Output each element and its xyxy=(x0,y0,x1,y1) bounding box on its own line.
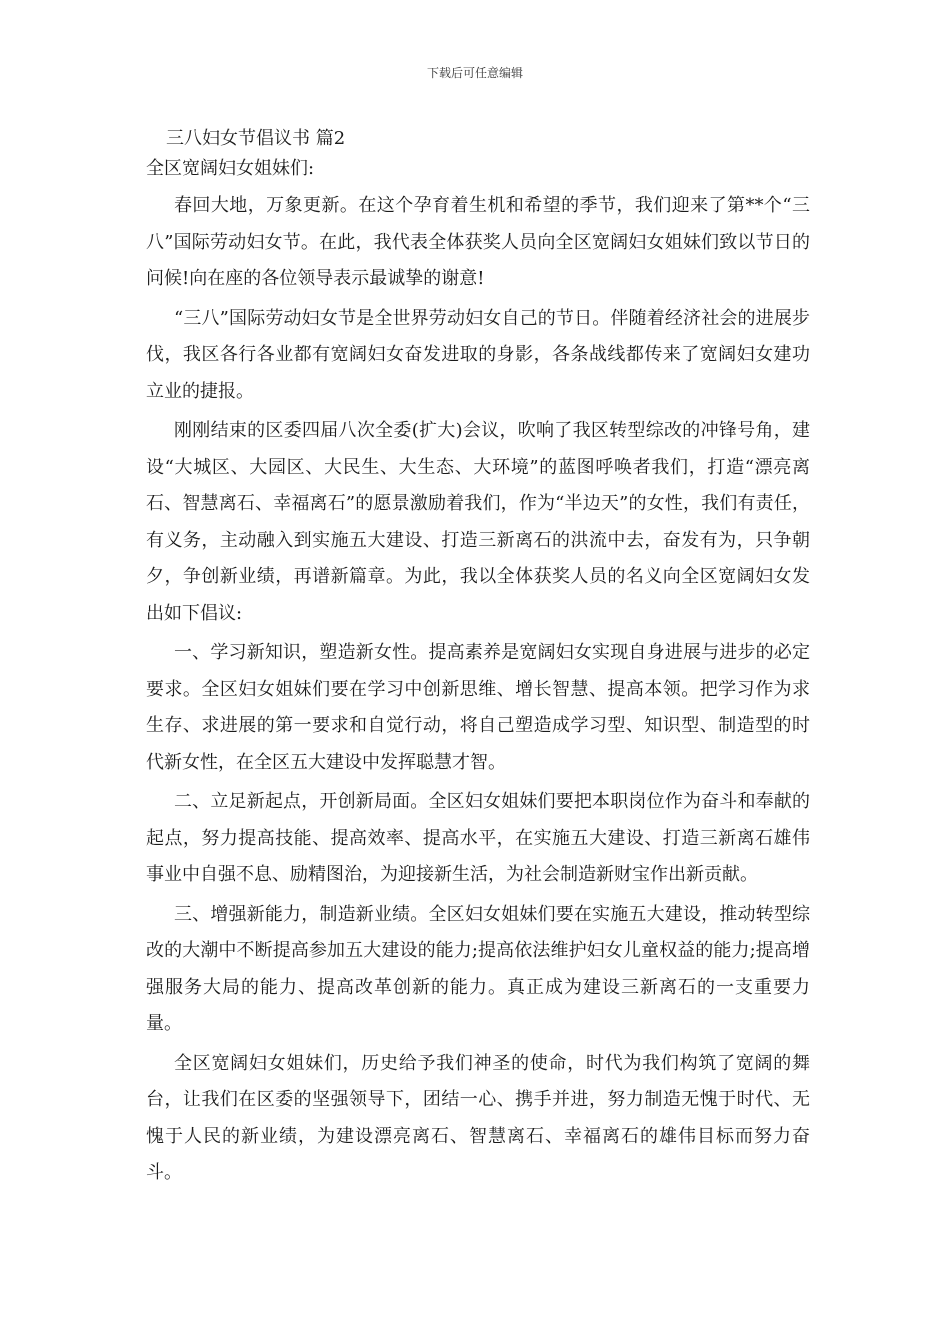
page-header-note: 下载后可任意编辑 xyxy=(426,66,523,80)
salutation: 全区宽阔妇女姐妹们: xyxy=(146,158,315,179)
document-body xyxy=(146,124,810,1195)
paragraph-3: 刚刚结束的区委四届八次全委(扩大)会议，吹响了我区转型综改的冲锋号角，建设“大城区、大园区、大民生、大生态、大环境”的蓝图呼唤者我们，打造“漂亮离石、智慧离石、幸福离石”的愿景激励着我们，作为“半边天”的女性，我们有责任，有义务，主动融入到实施五大建设、打造三新离石的洪流中去，奋发有为，只争朝夕，争创新业绩，再谱新篇章。为此，我以全体获奖人员的名义向全区宽阔妇女发出如下倡议: xyxy=(146,420,810,624)
paragraph-5: 二、立足新起点，开创新局面。全区妇女姐妹们要把本职岗位作为奋斗和奉献的起点，努力提高技能、提高效率、提高水平，在实施五大建设、打造三新离石雄伟事业中自强不息、励精图治，为迎接新生活，为社会制造新财宝作出新贡献。 xyxy=(146,791,810,885)
document-title: 三八妇女节倡议书 篇2 xyxy=(166,128,346,149)
paragraph-4: 一、学习新知识，塑造新女性。提高素养是宽阔妇女实现自身进展与进步的必定要求。全区妇女姐妹们要在学习中创新思维、增长智慧、提高本领。把学习作为求生存、求进展的第一要求和自觉行动，将自己塑造成学习型、知识型、制造型的时代新女性，在全区五大建设中发挥聪慧才智。 xyxy=(146,642,810,773)
paragraph-1: 春回大地，万象更新。在这个孕育着生机和希望的季节，我们迎来了第**个“三八”国际劳动妇女节。在此，我代表全体获奖人员向全区宽阔妇女姐妹们致以节日的问候!向在座的各位领导表示最诚挚的谢意! xyxy=(146,195,810,289)
paragraph-7: 全区宽阔妇女姐妹们，历史给予我们神圣的使命，时代为我们构筑了宽阔的舞台，让我们在区委的坚强领导下，团结一心、携手并进，努力制造无愧于时代、无愧于人民的新业绩，为建设漂亮离石、智慧离石、幸福离石的雄伟目标而努力奋斗。 xyxy=(146,1052,810,1183)
paragraph-6: 三、增强新能力，制造新业绩。全区妇女姐妹们要在实施五大建设，推动转型综改的大潮中不断提高参加五大建设的能力;提高依法维护妇女儿童权益的能力;提高增强服务大局的能力、提高改革创新的能力。真正成为建设三新离石的一支重要力量。 xyxy=(146,903,810,1034)
paragraph-2: “三八”国际劳动妇女节是全世界劳动妇女自己的节日。伴随着经济社会的进展步伐，我区各行各业都有宽阔妇女奋发进取的身影，各条战线都传来了宽阔妇女建功立业的捷报。 xyxy=(146,307,810,402)
